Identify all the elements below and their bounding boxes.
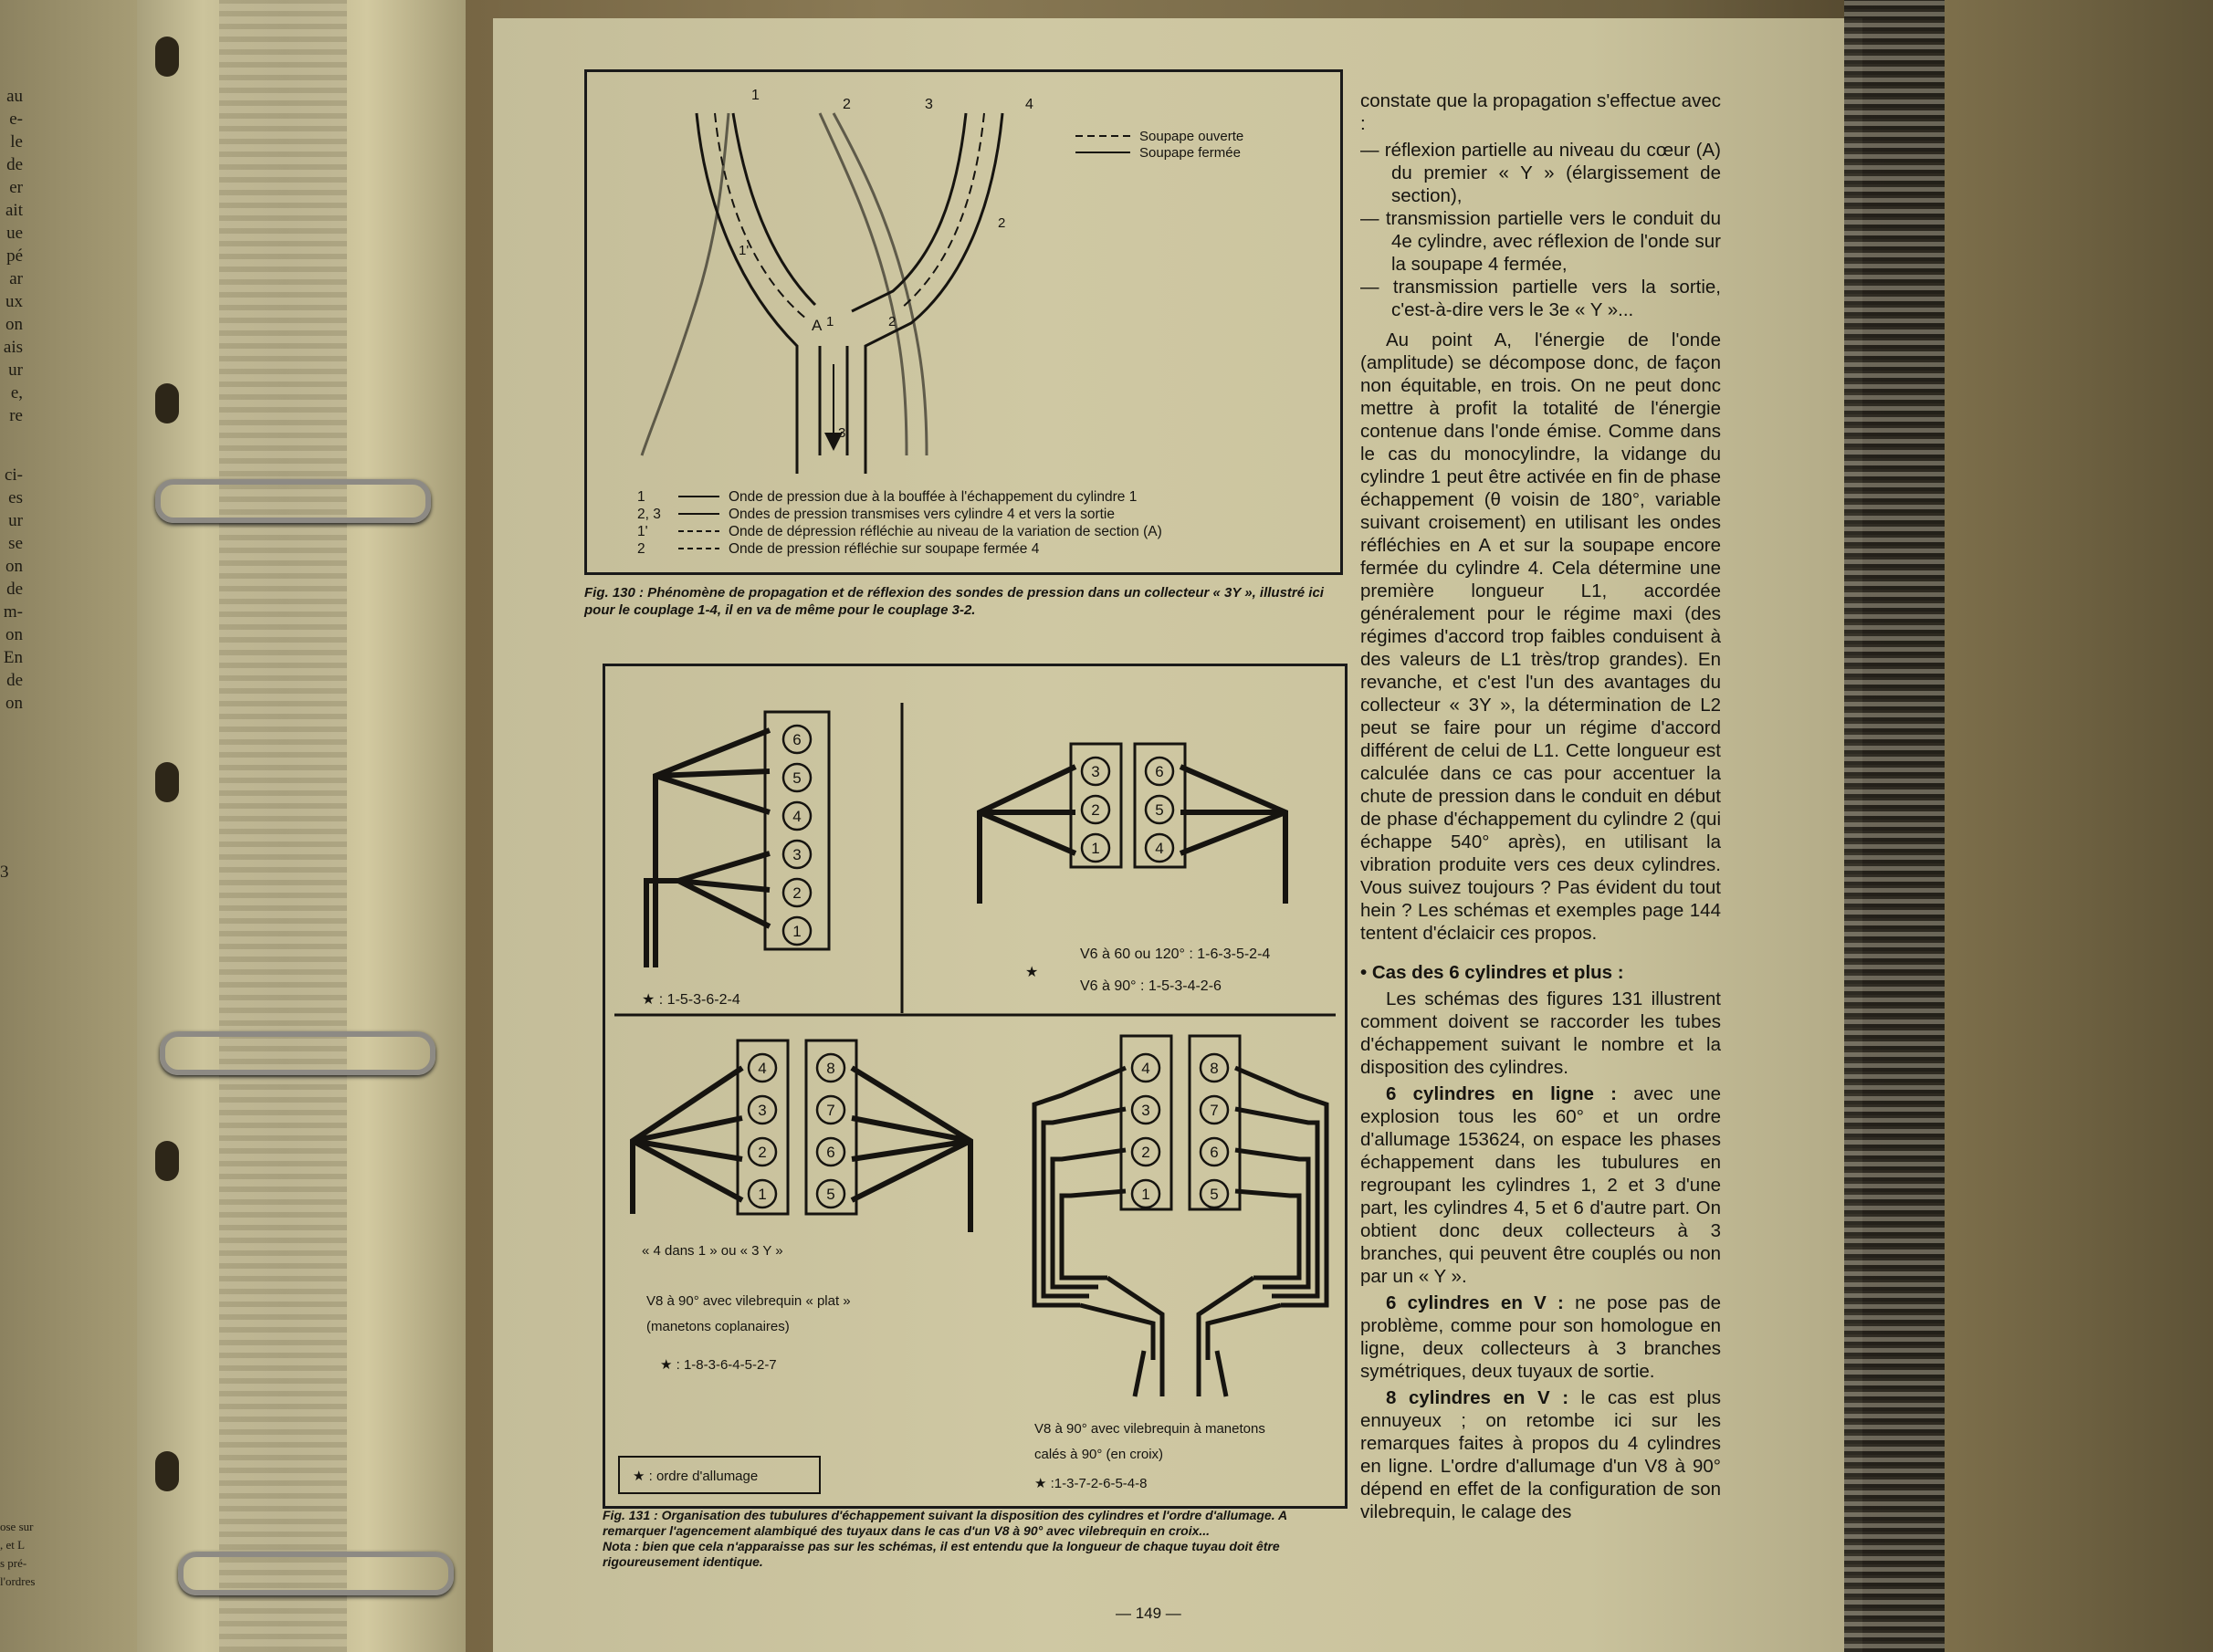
left-page-fragment: En — [3, 648, 23, 667]
left-page-fragment: ose sur — [0, 1520, 34, 1533]
left-page-fragment: e- — [9, 110, 23, 129]
v8-flat-cylinder-number: 7 — [826, 1102, 835, 1119]
left-page-fragment: au — [6, 87, 23, 106]
left-page-fragment: on — [5, 625, 23, 644]
v6-cylinder-number: 6 — [1155, 763, 1164, 780]
inline6-cylinder-number: 3 — [792, 846, 802, 863]
path-label-3: 3 — [838, 425, 846, 441]
left-page-fragment: de — [6, 580, 23, 599]
left-page-fragment: s pré- — [0, 1556, 27, 1570]
punch-hole — [155, 1451, 179, 1491]
v8-flat-firing-order: ★ : 1-8-3-6-4-5-2-7 — [660, 1357, 777, 1373]
legend-text: Ondes de pression transmises vers cylindre 4 et vers la sortie — [729, 507, 1115, 522]
punch-hole — [155, 383, 179, 423]
left-page-fragment: m- — [3, 602, 23, 622]
path-label-1-prime: 1' — [739, 243, 750, 258]
v8-flat-cylinder-number: 2 — [758, 1144, 767, 1161]
path-label-2: 2 — [888, 314, 897, 329]
v6-cylinder-number: 1 — [1091, 840, 1100, 857]
left-page-fragment: re — [9, 406, 23, 425]
v8-flat-note: « 4 dans 1 » ou « 3 Y » — [642, 1243, 783, 1259]
left-page-fragment: le — [10, 132, 23, 152]
v8-flat-cylinder-number: 3 — [758, 1102, 767, 1119]
v8-cross-cylinder-number: 4 — [1141, 1060, 1150, 1077]
v8-cross-firing-order: ★ :1-3-7-2-6-5-4-8 — [1034, 1476, 1148, 1491]
inline6-cylinder-number: 6 — [792, 731, 802, 748]
left-page-fragment: , et L — [0, 1538, 26, 1552]
legend-closed-valve: Soupape fermée — [1139, 145, 1241, 161]
punch-hole — [155, 1141, 179, 1181]
left-page — [0, 0, 137, 1652]
v8-cross-cylinder-number: 8 — [1210, 1060, 1219, 1077]
v6-cylinder-number: 4 — [1155, 840, 1164, 857]
v8-cross-cylinder-number: 3 — [1141, 1102, 1150, 1119]
left-page-fragment: ur — [8, 511, 23, 530]
inline6-firing-order: ★ : 1-5-3-6-2-4 — [642, 992, 740, 1008]
point-a-label: A — [812, 317, 823, 334]
path-label-2b: 2 — [998, 215, 1006, 231]
v8-cross-cylinder-number: 6 — [1210, 1144, 1219, 1161]
figure-131-caption — [603, 1508, 1351, 1570]
v8-cross-cylinder-number: 1 — [1141, 1186, 1150, 1203]
paragraph — [1360, 1082, 1721, 1288]
legend-key: 1 — [637, 489, 645, 505]
legend-key: 2, 3 — [637, 507, 661, 522]
punch-hole — [155, 37, 179, 77]
left-page-fragment: es — [8, 488, 23, 507]
paragraph: constate que la propagation s'effectue avec : — [1360, 90, 1721, 134]
v8-flat-cylinder-number: 4 — [758, 1060, 767, 1077]
left-page-fragment: on — [5, 694, 23, 713]
v8-flat-cylinder-number: 6 — [826, 1144, 835, 1161]
figure-131-caption-main: Fig. 131 : Organisation des tubulures d'échappement suivant la disposition des cylindres et l'ordre d'allumage. A remarquer l'agencement alambiqué des tuyaux dans le cas d'un V8 à 90° avec vilebrequin en croix... — [603, 1508, 1287, 1538]
v6-cylinder-number: 2 — [1091, 801, 1100, 819]
v8-cross-cylinder-number: 2 — [1141, 1144, 1150, 1161]
tube-number: 4 — [1025, 97, 1033, 112]
list-item: — transmission partielle vers la sortie, c'est-à-dire vers le 3e « Y »... — [1360, 277, 1721, 320]
left-page-fragment: on — [5, 557, 23, 576]
left-page-fragment: ur — [8, 361, 23, 380]
v6-firing-order-60: V6 à 60 ou 120° : 1-6-3-5-2-4 — [1080, 946, 1271, 962]
figure-131 — [603, 664, 1348, 1509]
left-page-fragment: ar — [9, 269, 23, 288]
paragraph-body: avec une explosion tous les 60° et un ordre d'allumage 153624, on espace les phases échappement dans les tubulures en regroupant les cylindres 1, 2 et 3 d'une part, les cylindres 4, 5 et 6 d'autre part. On obtient donc deux collecteurs à 3 branches, qui peuvent être couplés ou non par un « Y ». — [1360, 1083, 1721, 1287]
left-page-fragment: l'ordres — [0, 1574, 36, 1588]
legend-key: 2 — [637, 541, 645, 557]
inline6-cylinder-number: 1 — [792, 923, 802, 940]
left-page-fragment: pé — [6, 246, 23, 266]
left-page-fragment: ait — [5, 201, 23, 220]
paragraph-lead: 6 cylindres en ligne : — [1386, 1083, 1617, 1104]
paragraph — [1360, 1386, 1721, 1523]
left-page-fragment: se — [8, 534, 23, 553]
v8-flat-subtitle: (manetons coplanaires) — [646, 1319, 790, 1334]
binder-ring — [178, 1552, 454, 1595]
v8-flat-cylinder-number: 5 — [826, 1186, 835, 1203]
inline6-cylinder-number: 2 — [792, 884, 802, 902]
figure-131-drawing — [605, 666, 1345, 1506]
figure-130-caption: Fig. 130 : Phénomène de propagation et de réflexion des sondes de pression dans un collecteur « 3Y », illustré ici pour le couplage 1-4, il en va de même pour le couplage 3-2. — [584, 585, 1324, 618]
v6-cylinder-number: 3 — [1091, 763, 1100, 780]
v8-flat-cylinder-number: 1 — [758, 1186, 767, 1203]
paragraph-lead: 6 cylindres en V : — [1386, 1292, 1564, 1313]
left-page-number: 3 — [0, 863, 9, 882]
firing-order-legend: ★ : ordre d'allumage — [633, 1469, 759, 1484]
page-number: — 149 — — [1116, 1605, 1181, 1622]
v8-cross-title: V8 à 90° avec vilebrequin à manetons — [1034, 1421, 1265, 1437]
paragraph-body: ne pose pas de problème, comme pour son homologue en ligne, deux collecteurs à 3 branches symétriques, deux tuyaux de sortie. — [1360, 1292, 1721, 1382]
v6-star: ★ — [1025, 965, 1039, 980]
legend-open-valve: Soupape ouverte — [1139, 129, 1244, 144]
list-item: — réflexion partielle au niveau du cœur (A) du premier « Y » (élargissement de section), — [1360, 140, 1721, 206]
list-item: — transmission partielle vers le conduit du 4e cylindre, avec réflexion de l'onde sur la soupape 4 fermée, — [1360, 208, 1721, 275]
left-page-fragment: ue — [6, 224, 23, 243]
left-page-fragment: e, — [10, 383, 23, 403]
section-heading: • Cas des 6 cylindres et plus : — [1360, 962, 1624, 983]
paragraph: Les schémas des figures 131 illustrent comment doivent se raccorder les tubes d'échappement suivant le nombre et la disposition des cylindres. — [1360, 988, 1721, 1078]
binder-ring — [160, 1031, 435, 1075]
punch-hole — [155, 762, 179, 802]
paragraph-lead: 8 cylindres en V : — [1386, 1387, 1569, 1408]
left-page-fragment: on — [5, 315, 23, 334]
paragraph: Au point A, l'énergie de l'onde (amplitude) se décompose donc, de façon non équitable, en trois. On ne peut donc mettre à profit la totalité de l'énergie contenue dans l'onde émise. Comme dans le cas du monocylindre, la vidange du cylindre 1 peut être activée en fin de phase échappement (θ voisin de 180°, variable suivant croisement) en utilisant les ondes réfléchies en A et sur la soupape encore fermée du cylindre 4. Cela détermine une première longueur L1, accordée généralement pour le régime maxi (des régimes d'accord trop faibles conduisent à des valeurs de L1 très/trop grandes). En revanche, et c'est l'un des avantages du collecteur « 3Y », la détermination de L2 peut se faire pour un régime d'accord différent de celui de L1. Cette longueur est calculée dans ce cas pour accentuer la chute de pression dans le conduit en début de phase d'échappement du cylindre 2 (qui échappe 540° après), en utilisant la vibration produite vers ces deux cylindres. Vous suivez toujours ? Pas évident du tout hein ? Les schémas et exemples page 144 tentent d'éclaicir ces propos. — [1360, 329, 1721, 944]
legend-text: Onde de pression réfléchie sur soupape fermée 4 — [729, 541, 1040, 557]
figure-131-caption-note: Nota : bien que cela n'apparaisse pas sur les schémas, il est entendu que la longueur de chaque tuyau doit être rigoureusement identique. — [603, 1539, 1280, 1569]
tube-number: 1 — [751, 88, 760, 103]
paragraph — [1360, 1291, 1721, 1383]
legend-text: Onde de pression due à la bouffée à l'échappement du cylindre 1 — [729, 489, 1138, 505]
figure-130 — [584, 69, 1343, 575]
v8-cross-cylinder-number: 7 — [1210, 1102, 1219, 1119]
v8-cross-subtitle: calés à 90° (en croix) — [1034, 1447, 1164, 1462]
left-page-fragment: de — [6, 155, 23, 174]
v8-flat-title: V8 à 90° avec vilebrequin « plat » — [646, 1293, 851, 1309]
legend-key: 1' — [637, 524, 648, 539]
page-stack-edge — [1844, 0, 1945, 1652]
paragraph-body: le cas est plus ennuyeux ; on retombe ici sur les remarques faites à propos du 4 cylindres en ligne. L'ordre d'allumage d'un V8 à 90° dépend en effet de la configuration de son vilebrequin, le calage des — [1360, 1387, 1721, 1522]
v8-cross-cylinder-number: 5 — [1210, 1186, 1219, 1203]
binder-ring — [155, 479, 431, 523]
inline6-cylinder-number: 5 — [792, 769, 802, 787]
left-page-fragment: de — [6, 671, 23, 690]
tube-number: 2 — [843, 97, 851, 112]
inline6-cylinder-number: 4 — [792, 808, 802, 825]
legend-text: Onde de dépression réfléchie au niveau de la variation de section (A) — [729, 524, 1162, 539]
v6-firing-order-90: V6 à 90° : 1-5-3-4-2-6 — [1080, 978, 1222, 994]
background-right — [1945, 0, 2213, 1652]
v6-cylinder-number: 5 — [1155, 801, 1164, 819]
left-page-fragment: er — [9, 178, 23, 197]
v8-flat-cylinder-number: 8 — [826, 1060, 835, 1077]
path-label-1: 1 — [826, 314, 834, 329]
left-page-fragment: ci- — [4, 465, 23, 485]
left-page-fragment: ux — [5, 292, 23, 311]
left-page-fragment: ais — [3, 338, 23, 357]
binder-spine — [219, 0, 347, 1652]
figure-130-drawing — [587, 72, 1340, 572]
text-column — [1360, 89, 1721, 1527]
tube-number: 3 — [925, 97, 933, 112]
